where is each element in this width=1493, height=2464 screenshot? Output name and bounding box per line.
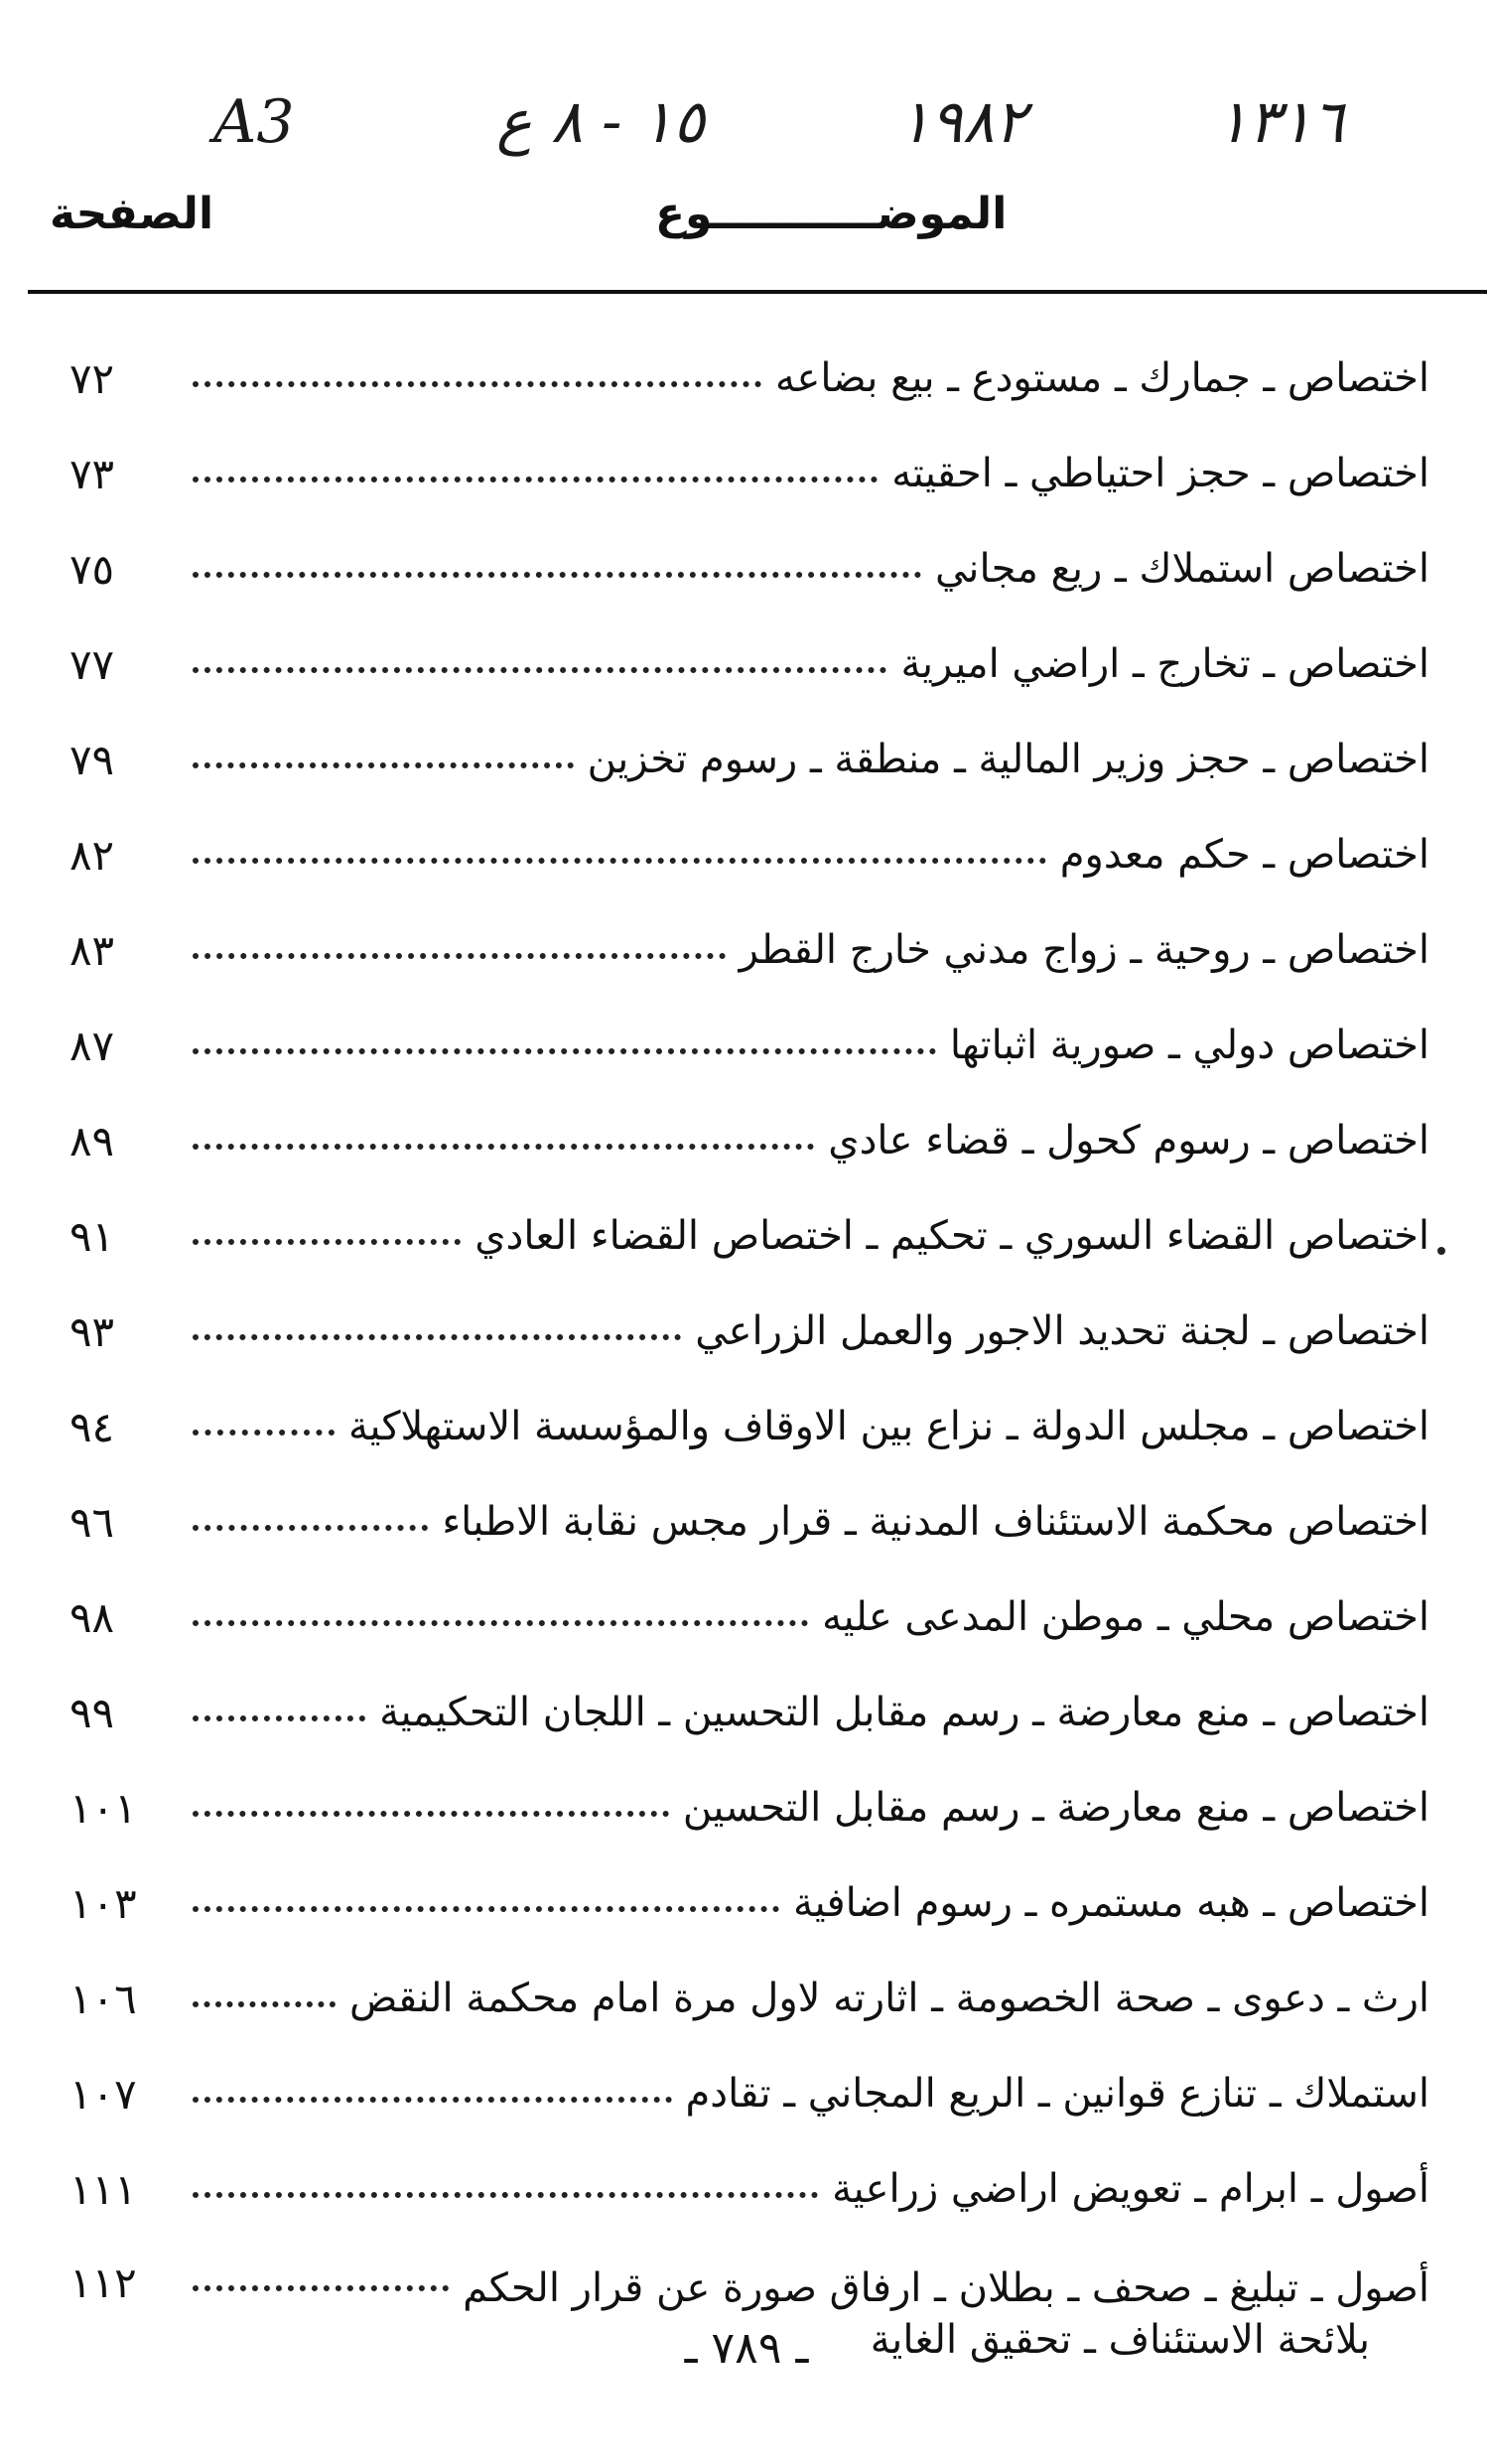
toc-entry-title-continuation: بلائحة الاستئناف ـ تحقيق الغاية (870, 2317, 1370, 2363)
toc-entry-title: ارث ـ دعوى ـ صحة الخصومة ـ اثارته لاول مرة امام محكمة النقض (348, 1976, 1429, 2021)
toc-entry-title: اختصاص ـ مجلس الدولة ـ نزاع بين الاوقاف والمؤسسة الاستهلاكية (347, 1404, 1429, 1449)
dot-leader (193, 381, 761, 387)
toc-entry-page: ٨٢ (69, 831, 115, 880)
toc-entry-page: ٩٨ (69, 1593, 115, 1642)
handwritten-number: ١٥ - ٨ ع (496, 87, 705, 157)
toc-entry-page: ١٠٦ (69, 1975, 137, 2023)
toc-entry-page: ٧٢ (69, 354, 115, 403)
toc-entry-title: اختصاص ـ تخارج ـ اراضي اميرية (900, 641, 1429, 687)
toc-entry-title: اختصاص ـ حكم معدوم (1059, 832, 1429, 878)
dot-leader (193, 2192, 818, 2198)
dot-leader (193, 762, 574, 768)
toc-entry (69, 1366, 1429, 1455)
toc-entry (69, 508, 1429, 598)
toc-entry (69, 1080, 1429, 1169)
toc-entry (69, 1271, 1429, 1360)
dot-leader (193, 667, 886, 673)
toc-entry-title: أصول ـ ابرام ـ تعويض اراضي زراعية (832, 2166, 1429, 2212)
toc-entry-title: اختصاص محكمة الاستئناف المدنية ـ قرار مجس نقابة الاطباء (442, 1499, 1429, 1545)
dot-leader (193, 1334, 681, 1340)
toc-entry-title: اختصاص دولي ـ صورية اثباتها (949, 1023, 1429, 1068)
toc-entry (69, 890, 1429, 979)
toc-entry-page: ٩٣ (69, 1307, 115, 1356)
dot-leader (193, 477, 878, 482)
toc-entry-page: ١١٢ (69, 2259, 137, 2307)
toc-entry-title: اختصاص محلي ـ موطن المدعى عليه (822, 1594, 1429, 1640)
toc-entry (69, 794, 1429, 884)
toc-entry (69, 318, 1429, 407)
toc-entry (69, 1747, 1429, 1837)
dot-leader (193, 1048, 936, 1054)
dot-leader (193, 1620, 808, 1626)
toc-entry (69, 1843, 1429, 1932)
toc-entry-title: أصول ـ تبليغ ـ صحف ـ بطلان ـ ارفاق صورة عن قرار الحكم (463, 2265, 1429, 2311)
toc-entry-title: اختصاص ـ لجنة تحديد الاجور والعمل الزراعي (695, 1308, 1429, 1354)
handwritten-hijri: ١٣١٦ (1216, 87, 1344, 157)
toc-entry-page: ٨٣ (69, 926, 115, 975)
page-number: ـ ٧٨٩ ـ (684, 2323, 809, 2374)
toc-entry-title: اختصاص ـ منع معارضة ـ رسم مقابل التحسين (682, 1785, 1429, 1831)
dot-leader (193, 1906, 779, 1912)
margin-dot (1437, 1247, 1445, 1255)
toc-entry-title: اختصاص ـ رسوم كحول ـ قضاء عادي (828, 1118, 1429, 1164)
toc-entry-page: ١٠٣ (69, 1879, 137, 1928)
toc-entry (69, 604, 1429, 693)
toc-entry-page: ١٠١ (69, 1784, 137, 1833)
dot-leader (193, 1811, 669, 1817)
dot-leader (193, 572, 921, 578)
toc-entry-page: ٨٩ (69, 1117, 115, 1165)
dot-leader (193, 1144, 814, 1150)
toc-entry (69, 1175, 1429, 1265)
toc-entry-page: ٧٣ (69, 450, 115, 498)
toc-entry-title: اختصاص ـ حجز احتياطي ـ احقيته (891, 451, 1429, 496)
toc-entry-page: ١١١ (69, 2165, 137, 2214)
toc-entry-page: ٩١ (69, 1212, 115, 1261)
header-topic: الموضـــــــــــوع (655, 189, 1008, 239)
toc-entry-page: ٩٦ (69, 1498, 115, 1547)
toc-entry-title: اختصاص القضاء السوري ـ تحكيم ـ اختصاص القضاء العادي (475, 1213, 1429, 1259)
toc-entry-title: اختصاص ـ روحية ـ زواج مدني خارج القطر (739, 927, 1429, 973)
toc-entry-page: ٧٩ (69, 736, 115, 784)
toc-entry-title: اختصاص ـ حجز وزير المالية ـ منطقة ـ رسوم تخزين (587, 737, 1429, 782)
header-divider (28, 290, 1487, 294)
dot-leader (193, 858, 1046, 864)
dot-leader (193, 2285, 449, 2291)
header-page: الصفحة (50, 189, 214, 239)
toc-entry (69, 1557, 1429, 1646)
toc-entry (69, 2128, 1429, 2218)
toc-entry (69, 699, 1429, 788)
toc-entry (69, 413, 1429, 502)
toc-entry-page: ٨٧ (69, 1022, 115, 1070)
toc-entry-page: ٩٩ (69, 1689, 115, 1737)
handwritten-year: ١٩٨٢ (898, 87, 1026, 157)
toc-entry (69, 1652, 1429, 1741)
dot-leader (193, 953, 726, 959)
dot-leader (193, 1430, 335, 1436)
toc-entry-title: استملاك ـ تنازع قوانين ـ الريع المجاني ـ تقادم (685, 2071, 1429, 2117)
toc-entry (69, 1461, 1429, 1551)
dot-leader (193, 1239, 461, 1245)
toc-entry-page: ٩٤ (69, 1403, 115, 1451)
dot-leader (193, 1715, 365, 1721)
toc-entry (69, 2033, 1429, 2122)
toc-entry-title: اختصاص استملاك ـ ريع مجاني (934, 546, 1429, 592)
toc-entry-page: ٧٧ (69, 640, 115, 689)
handwritten-ref: A3 (213, 87, 295, 157)
toc-entry-page: ٧٥ (69, 545, 115, 594)
toc-entry-title: اختصاص ـ جمارك ـ مستودع ـ بيع بضاعه (775, 355, 1429, 401)
toc-entry-title: اختصاص ـ هبه مستمره ـ رسوم اضافية (793, 1880, 1429, 1926)
toc-entry-title: اختصاص ـ منع معارضة ـ رسم مقابل التحسين ـ اللجان التحكيمية (379, 1690, 1429, 1735)
toc-entry (69, 985, 1429, 1074)
toc-entry (69, 1938, 1429, 2027)
dot-leader (193, 2097, 672, 2103)
dot-leader (193, 2001, 336, 2007)
dot-leader (193, 1525, 428, 1531)
toc-entry-page: ١٠٧ (69, 2070, 137, 2119)
